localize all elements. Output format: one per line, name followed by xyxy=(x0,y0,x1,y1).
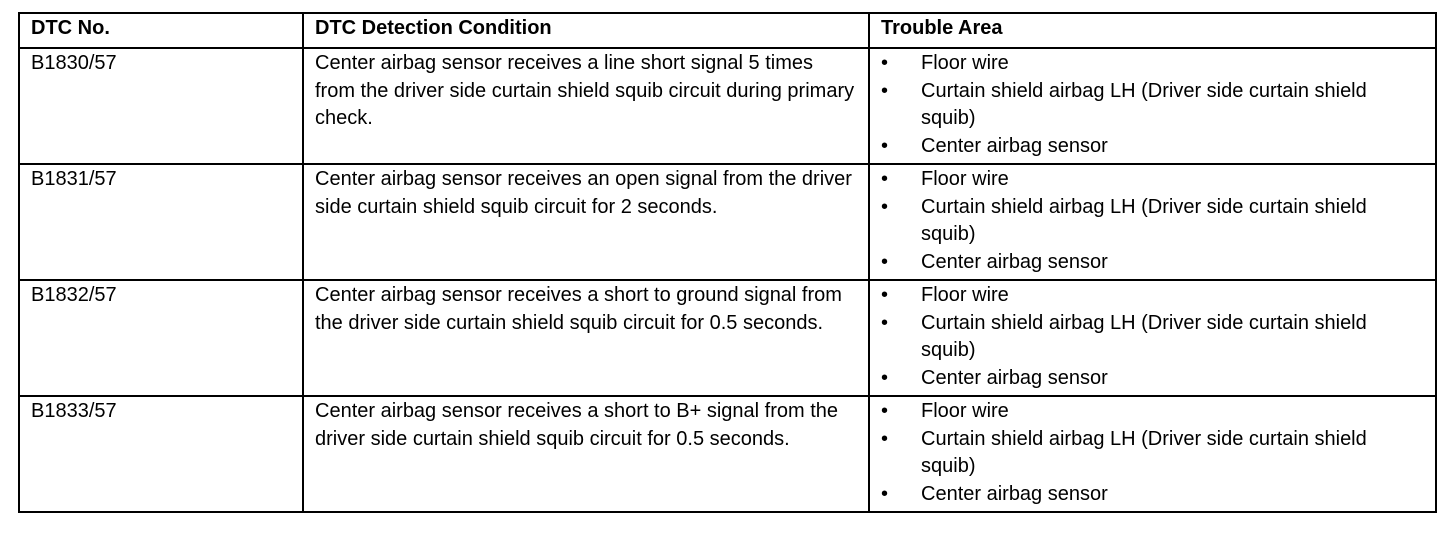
list-item xyxy=(881,481,1425,509)
trouble-area-cell xyxy=(869,164,1436,280)
trouble-area-text: Curtain shield airbag LH (Driver side curtain shield squib) xyxy=(921,427,1367,477)
table-body xyxy=(19,48,1436,512)
list-item xyxy=(881,310,1425,365)
bullet-icon: • xyxy=(881,482,889,505)
trouble-area-text: Curtain shield airbag LH (Driver side curtain shield squib) xyxy=(921,311,1367,361)
trouble-area-text: Floor wire xyxy=(921,400,1009,422)
dtc-code-cell: B1830/57 xyxy=(19,48,303,164)
table-row xyxy=(19,280,1436,396)
trouble-area-text: Center airbag sensor xyxy=(921,366,1108,389)
header-row xyxy=(19,13,1436,48)
trouble-area-cell xyxy=(869,396,1436,512)
bullet-icon: • xyxy=(881,250,889,273)
bullet-icon: • xyxy=(881,134,889,157)
trouble-area-list xyxy=(881,398,1425,508)
detection-condition-cell: Center airbag sensor receives a short to B+ signal from the driver side curtain shield squib circuit for 0.5 seconds. xyxy=(303,396,869,512)
dtc-code-cell: B1833/57 xyxy=(19,396,303,512)
trouble-area-text: Center airbag sensor xyxy=(921,250,1108,273)
trouble-area-list xyxy=(881,166,1425,276)
list-item xyxy=(881,426,1425,481)
bullet-icon: • xyxy=(881,427,889,450)
list-item xyxy=(881,133,1425,161)
header-detection-condition: DTC Detection Condition xyxy=(303,13,869,48)
trouble-area-cell xyxy=(869,48,1436,164)
list-item xyxy=(881,166,1425,194)
header-trouble-area: Trouble Area xyxy=(869,13,1436,48)
table-header xyxy=(19,13,1436,48)
trouble-area-text: Floor wire xyxy=(921,52,1009,74)
table-row xyxy=(19,164,1436,280)
dtc-code-cell: B1831/57 xyxy=(19,164,303,280)
table-row xyxy=(19,396,1436,512)
list-item xyxy=(881,50,1425,78)
trouble-area-text: Floor wire xyxy=(921,168,1009,190)
trouble-area-text: Curtain shield airbag LH (Driver side curtain shield squib) xyxy=(921,79,1367,129)
trouble-area-cell xyxy=(869,280,1436,396)
detection-condition-cell: Center airbag sensor receives an open signal from the driver side curtain shield squib circuit for 2 seconds. xyxy=(303,164,869,280)
detection-condition-cell: Center airbag sensor receives a short to ground signal from the driver side curtain shield squib circuit for 0.5 seconds. xyxy=(303,280,869,396)
list-item xyxy=(881,365,1425,393)
bullet-icon: • xyxy=(881,366,889,389)
trouble-area-text: Floor wire xyxy=(921,284,1009,306)
trouble-area-list xyxy=(881,50,1425,160)
bullet-icon: • xyxy=(881,195,889,218)
dtc-table xyxy=(18,12,1437,513)
list-item xyxy=(881,78,1425,133)
header-dtc-no: DTC No. xyxy=(19,13,303,48)
list-item xyxy=(881,282,1425,310)
bullet-icon: • xyxy=(881,52,889,74)
bullet-icon: • xyxy=(881,311,889,334)
trouble-area-text: Center airbag sensor xyxy=(921,482,1108,505)
list-item xyxy=(881,249,1425,277)
bullet-icon: • xyxy=(881,284,889,306)
list-item xyxy=(881,194,1425,249)
list-item xyxy=(881,398,1425,426)
bullet-icon: • xyxy=(881,168,889,190)
bullet-icon: • xyxy=(881,79,889,102)
trouble-area-list xyxy=(881,282,1425,392)
trouble-area-text: Curtain shield airbag LH (Driver side curtain shield squib) xyxy=(921,195,1367,245)
table-row xyxy=(19,48,1436,164)
dtc-code-cell: B1832/57 xyxy=(19,280,303,396)
detection-condition-cell: Center airbag sensor receives a line short signal 5 times from the driver side curtain shield squib circuit during primary check. xyxy=(303,48,869,164)
trouble-area-text: Center airbag sensor xyxy=(921,134,1108,157)
bullet-icon: • xyxy=(881,400,889,422)
